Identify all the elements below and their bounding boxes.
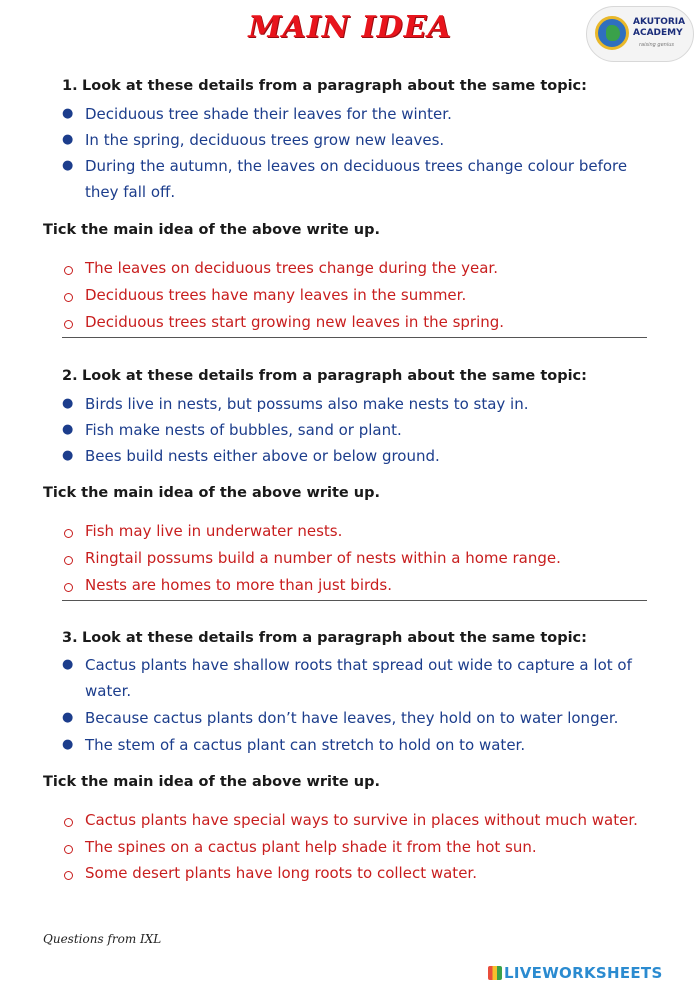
radio-circle-icon[interactable]: [64, 266, 73, 275]
question-3-detail-3: ● The stem of a cactus plant can stretch to hold on to water.: [85, 732, 655, 758]
question-1-option-1[interactable]: The leaves on deciduous trees change during the year.: [85, 259, 498, 277]
question-1-detail-3: ● During the autumn, the leaves on deciduous trees change colour before they fall off.: [85, 153, 655, 205]
question-number: 3.: [62, 630, 78, 646]
section-divider: [62, 600, 647, 601]
question-3-detail-2: ● Because cactus plants don’t have leaves, they hold on to water longer.: [85, 705, 655, 731]
question-2-detail-2: ● Fish make nests of bubbles, sand or plant.: [85, 417, 655, 443]
bullet-icon: ●: [62, 132, 74, 147]
radio-circle-icon[interactable]: [64, 529, 73, 538]
source-credit: Questions from IXL: [43, 932, 162, 946]
question-2-detail-1: ● Birds live in nests, but possums also make nests to stay in.: [85, 391, 655, 417]
bullet-icon: ●: [62, 106, 74, 121]
liveworksheets-logo-icon: [488, 966, 502, 980]
globe-icon: [595, 16, 629, 50]
question-2-option-2[interactable]: Ringtail possums build a number of nests within a home range.: [85, 549, 561, 567]
radio-circle-icon[interactable]: [64, 818, 73, 827]
question-number: 1.: [62, 78, 78, 94]
bullet-icon: ●: [62, 657, 74, 672]
question-number: 2.: [62, 368, 78, 384]
question-1-detail-1: ● Deciduous tree shade their leaves for the winter.: [85, 101, 655, 127]
radio-circle-icon[interactable]: [64, 845, 73, 854]
question-1-option-2[interactable]: Deciduous trees have many leaves in the summer.: [85, 286, 466, 304]
page-header: [0, 0, 700, 64]
bullet-icon: ●: [62, 448, 74, 463]
question-1-prompt: 1. Look at these details from a paragraph about the same topic:: [62, 78, 587, 94]
academy-logo: [586, 6, 694, 62]
question-3-tick-prompt: Tick the main idea of the above write up.: [43, 774, 380, 790]
question-1-detail-2: ● In the spring, deciduous trees grow new leaves.: [85, 127, 655, 153]
bullet-icon: ●: [62, 710, 74, 725]
bullet-icon: ●: [62, 396, 74, 411]
question-3-option-2[interactable]: The spines on a cactus plant help shade it from the hot sun.: [85, 838, 537, 856]
bullet-icon: ●: [62, 737, 74, 752]
question-2-tick-prompt: Tick the main idea of the above write up.: [43, 485, 380, 501]
radio-circle-icon[interactable]: [64, 320, 73, 329]
question-3-detail-1: ● Cactus plants have shallow roots that spread out wide to capture a lot of water.: [85, 652, 655, 704]
logo-name: AKUTORIA ACADEMY: [633, 17, 686, 38]
question-2-option-1[interactable]: Fish may live in underwater nests.: [85, 522, 342, 540]
radio-circle-icon[interactable]: [64, 871, 73, 880]
section-divider: [62, 337, 647, 338]
bullet-icon: ●: [62, 158, 74, 173]
liveworksheets-brand: LIVEWORKSHEETS: [488, 964, 663, 982]
question-1-option-3[interactable]: Deciduous trees start growing new leaves in the spring.: [85, 313, 504, 331]
radio-circle-icon[interactable]: [64, 293, 73, 302]
radio-circle-icon[interactable]: [64, 556, 73, 565]
logo-tagline: raising genius: [639, 42, 675, 48]
question-3-prompt: 3. Look at these details from a paragraph about the same topic:: [62, 630, 587, 646]
question-1-tick-prompt: Tick the main idea of the above write up.: [43, 222, 380, 238]
radio-circle-icon[interactable]: [64, 583, 73, 592]
question-2-detail-3: ● Bees build nests either above or below ground.: [85, 443, 655, 469]
question-3-option-1[interactable]: Cactus plants have special ways to survive in places without much water.: [85, 811, 638, 829]
question-2-option-3[interactable]: Nests are homes to more than just birds.: [85, 576, 392, 594]
bullet-icon: ●: [62, 422, 74, 437]
question-2-prompt: 2. Look at these details from a paragraph about the same topic:: [62, 368, 587, 384]
question-3-option-3[interactable]: Some desert plants have long roots to collect water.: [85, 864, 477, 882]
page-title: MAIN IDEA: [248, 10, 452, 45]
